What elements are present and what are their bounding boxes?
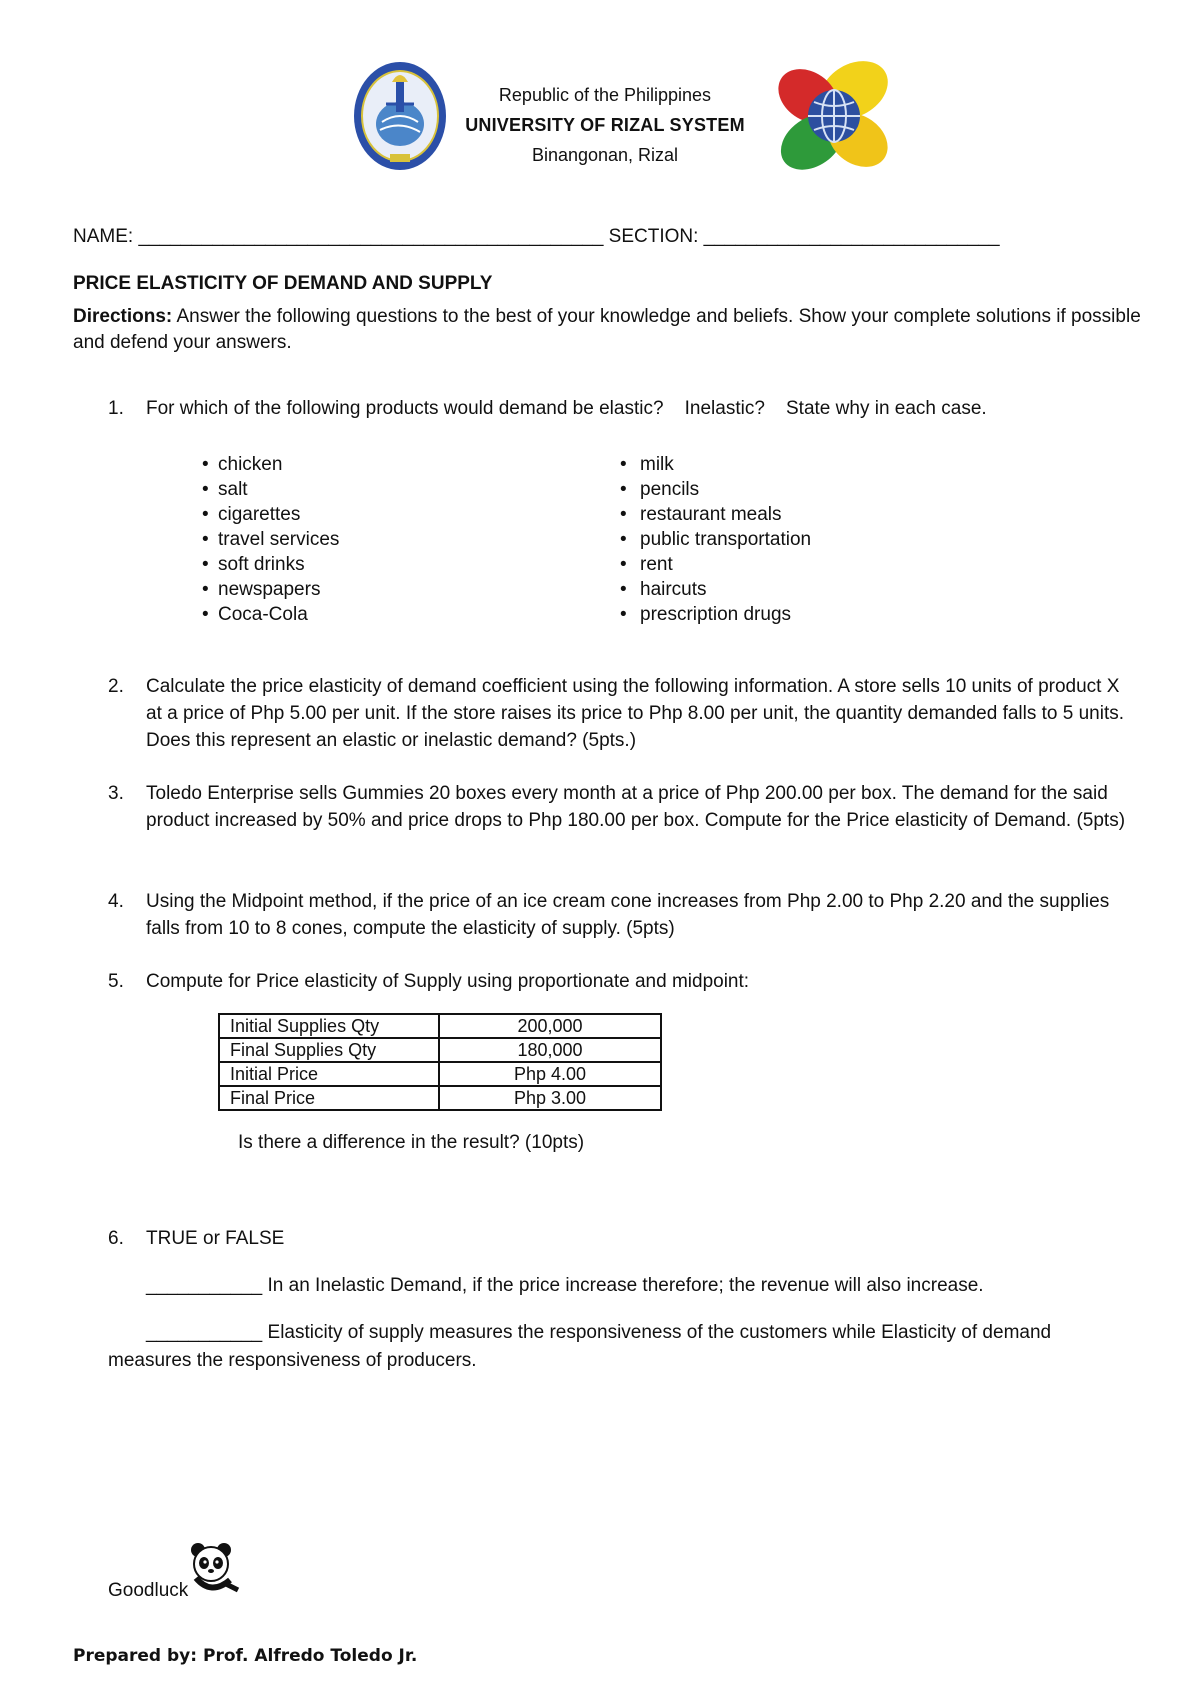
directions-text: Answer the following questions to the best of your knowledge and beliefs. Show your complete solutions if possible and defend your answers. [73,306,1141,353]
question-text: For which of the following products would demand be elastic? Inelastic? State why in each case. [146,398,987,419]
campus-location: Binangonan, Rizal [531,145,679,165]
list-item: • newspapers [200,577,339,602]
country-name: Republic of the Philippines [498,85,712,105]
difference-question: Is there a difference in the result? (10pts) [238,1132,585,1153]
table-cell-value: 180,000 [439,1038,661,1062]
question-number: 2. [108,676,124,697]
worksheet-title: PRICE ELASTICITY OF DEMAND AND SUPPLY [73,273,493,294]
table-cell-label: Final Price [219,1086,439,1110]
list-item: • prescription drugs [620,602,811,627]
true-false-item-1: ___________ In an Inelastic Demand, if the price increase therefore; the revenue will also increase. [146,1275,984,1296]
table-cell-value: Php 4.00 [439,1062,661,1086]
table-row [219,1086,661,1110]
list-item: • chicken [200,452,339,477]
list-item: • rent [620,552,811,577]
list-item: • Coca-Cola [200,602,339,627]
table-cell-label: Final Supplies Qty [219,1038,439,1062]
list-item: • soft drinks [200,552,339,577]
name-section-line: NAME: ____________________________________________ SECTION: ____________________________ [73,226,1000,247]
directions-label: Directions: [73,306,173,327]
table-cell-label: Initial Supplies Qty [219,1014,439,1038]
question-1 [108,395,1138,422]
header-text [420,80,790,170]
table-row [219,1014,661,1038]
prepared-by: Prepared by: Prof. Alfredo Toledo Jr. [73,1646,418,1666]
goodluck-text: Goodluck [108,1580,189,1601]
question-6 [108,1225,1138,1252]
list-item: • restaurant meals [620,502,811,527]
question-text: Using the Midpoint method, if the price of an ice cream cone increases from Php 2.00 to Php 2.20 and the supplies falls from 10 to 8 cones, compute the elasticity of supply. (5pts) [146,891,1110,939]
university-name: UNIVERSITY OF RIZAL SYSTEM [465,115,745,135]
swirl-globe-logo-icon [772,56,896,174]
question-number: 3. [108,783,124,804]
list-item: • salt [200,477,339,502]
list-item: • travel services [200,527,339,552]
true-false-item-2: ___________ Elasticity of supply measures the responsiveness of the customers while Elasticity of demand measures the responsiveness of producers. [108,1322,1052,1371]
panda-icon [184,1540,240,1598]
list-item: • haircuts [620,577,811,602]
table-cell-value: 200,000 [439,1014,661,1038]
question-number: 4. [108,891,124,912]
table-cell-value: Php 3.00 [439,1086,661,1110]
list-item: • public transportation [620,527,811,552]
question-4 [108,888,1138,942]
question-text: Toledo Enterprise sells Gummies 20 boxes every month at a price of Php 200.00 per box. The demand for the said product increased by 50% and price drops to Php 180.00 per box. Compute for the Price elasticity of Demand. (5pts) [146,783,1126,831]
table-cell-label: Initial Price [219,1062,439,1086]
product-list-right [620,452,811,627]
question-number: 5. [108,971,124,992]
list-item: • milk [620,452,811,477]
table-row [219,1038,661,1062]
list-item: • pencils [620,477,811,502]
directions [73,304,1143,356]
question-text: Compute for Price elasticity of Supply using proportionate and midpoint: [146,971,750,992]
question-text: TRUE or FALSE [146,1228,285,1249]
question-3 [108,780,1138,834]
supply-table [218,1013,662,1111]
question-text: Calculate the price elasticity of demand coefficient using the following information. A store sells 10 units of product X at a price of Php 5.00 per unit. If the store raises its price to Php 8.00 per unit, the quantity demanded falls to 5 units. Does this represent an elastic or inelastic demand? (5pts.) [146,676,1125,751]
question-5 [108,968,1138,995]
question-number: 1. [108,398,124,419]
header [0,52,1200,182]
question-2 [108,673,1138,754]
list-item: • cigarettes [200,502,339,527]
table-row [219,1062,661,1086]
question-number: 6. [108,1228,124,1249]
product-list-left [200,452,339,627]
